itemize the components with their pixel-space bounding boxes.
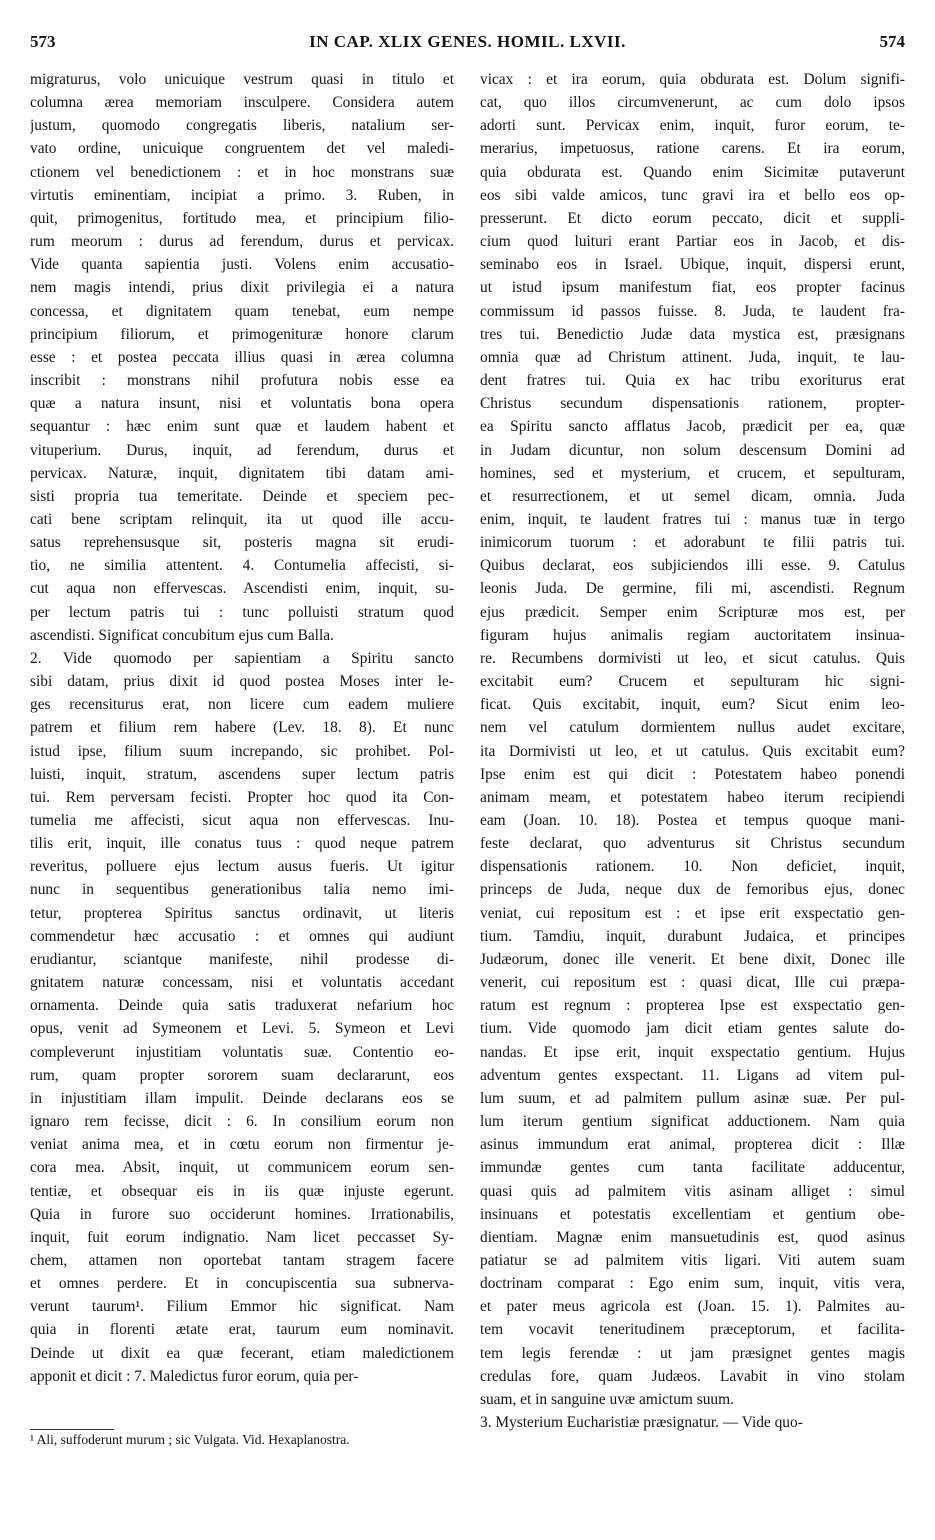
text-line: presserunt. Et dicto eorum peccato, dicit et suppli- bbox=[480, 209, 905, 227]
text-line: quasi quis ad palmitem vitis asinam alliget : simul bbox=[480, 1182, 905, 1200]
text-line: luisti, inquit, stratum, ascendens super lectum patris bbox=[30, 765, 454, 783]
text-line: ratum est regnum : propterea Ipse est exspectatio gen- bbox=[480, 997, 905, 1015]
text-line: quæ a natura insunt, nisi et voluntatis bona opera bbox=[30, 395, 454, 413]
text-line: dientiam. Magnæ enim mansuetudinis est, quod asinus bbox=[480, 1228, 905, 1246]
text-line: cat, quo illos circumvenerunt, ac cum dolo ipsos bbox=[480, 94, 905, 112]
text-line: pervicax. Naturæ, inquit, dignitatem tibi datam ami- bbox=[30, 464, 454, 482]
text-line: insinuans et potestatis excellentiam et gentium obe- bbox=[480, 1205, 905, 1223]
text-line: inquit, fuit eorum indignatio. Nam licet peccasset Sy- bbox=[30, 1228, 454, 1246]
text-line: satus reprehensusque sit, posteris magna sit erudi- bbox=[30, 534, 454, 552]
right-column bbox=[480, 68, 905, 1473]
text-line: enim, inquit, te laudent fratres tui : manus tuæ in tergo bbox=[480, 510, 905, 528]
text-line: veniat anima mea, et in cœtu eorum non firmentur je- bbox=[30, 1136, 454, 1154]
text-line: 2. Vide quomodo per sapientiam a Spiritu sancto bbox=[30, 649, 454, 667]
text-line: Quibus declarat, eos subjiciendos illi esse. 9. Catulus bbox=[480, 557, 905, 575]
text-line: sisti propria tua temeritate. Deinde et speciem pec- bbox=[30, 487, 454, 505]
text-line: suam, et in sanguine uvæ amictum suum. bbox=[480, 1390, 734, 1408]
text-line: inimicorum tuorum : et adorabunt te filii patris tui. bbox=[480, 534, 905, 552]
page-number-right: 574 bbox=[879, 32, 905, 51]
text-line: lum iterum gentium significat adductionem. Nam quia bbox=[480, 1113, 905, 1131]
text-line: veniat, cui repositum est : et ipse erit exspectatio gen- bbox=[480, 904, 905, 922]
text-line: ignaro rem fecisse, dicit : 6. In consilium eorum non bbox=[30, 1113, 454, 1131]
text-line: vicax : et ira eorum, quia obdurata est. Dolum signifi- bbox=[480, 71, 905, 88]
text-line: ut istud ipsum manifestum fiat, eos propter facinus bbox=[480, 279, 905, 297]
text-line: apponit et dicit : 7. Maledictus furor eorum, quia per- bbox=[30, 1367, 359, 1385]
text-line: ejus prædicit. Semper enim Scripturæ mos est, per bbox=[480, 603, 905, 621]
page-number-left: 573 bbox=[30, 32, 56, 51]
text-line: tium. Tamdiu, inquit, durabunt Judaica, et principes bbox=[480, 927, 905, 945]
footnote-line: nostra. bbox=[313, 1432, 350, 1447]
text-line: sequantur : hæc enim sunt quæ et laudem habent et bbox=[30, 418, 454, 436]
text-line: ea Spiritu sancto afflatus Jacob, prædicit per ea, quæ bbox=[480, 418, 905, 436]
text-line: tumelia me affecisti, sicut aqua non effervescas. Inu- bbox=[30, 812, 454, 829]
text-line: eos sibi valde amicos, tunc gravi ira et bello eos op- bbox=[480, 186, 905, 204]
text-line: re. Recumbens dormivisti ut leo, et sicut catulus. Quis bbox=[480, 649, 905, 667]
footnote bbox=[30, 1431, 454, 1449]
text-line: commissum id passos fuisse. 8. Juda, te laudent fra- bbox=[480, 302, 905, 320]
text-line: vato ordine, unicuique congruentem det vel maledi- bbox=[30, 140, 454, 158]
text-line: et omnes perdere. Et in concupiscentia sua subnerva- bbox=[30, 1275, 454, 1293]
text-line: tem vocavit teneritudinem præceptorum, et facilita- bbox=[480, 1321, 905, 1339]
text-line: nandas. Et ipse erit, inquit exspectatio gentium. Hujus bbox=[480, 1043, 905, 1061]
text-line: tem legis ferendæ : ut jam præsignet gentes magis bbox=[480, 1344, 905, 1362]
text-line: istud ipse, filium suum increpando, sic prohibet. Pol- bbox=[30, 742, 454, 760]
text-line: sibi datam, prius dixit id quod postea Moses inter le- bbox=[30, 673, 454, 691]
text-line: feste declarat, quo adventurus sit Christus secundum bbox=[480, 835, 905, 853]
text-line: migraturus, volo unicuique vestrum quasi in titulo et bbox=[30, 71, 454, 88]
text-line: patiatur se ad palmitem vitis ligari. Viti autem suam bbox=[480, 1251, 905, 1269]
text-line: rum meorum : durus ad ferendum, durus et pervicax. bbox=[30, 233, 454, 251]
text-line: doctrinam comparat : Ego enim sum, inquit, vitis vera, bbox=[480, 1275, 905, 1293]
text-line: nunc in sequentibus generationibus talia nemo imi- bbox=[30, 881, 454, 899]
text-line: vituperium. Durus, inquit, ad ferendum, durus et bbox=[30, 441, 454, 459]
text-line: ornamenta. Deinde quia satis traduxerat nefarium hoc bbox=[30, 997, 454, 1015]
text-line: ita Dormivisti ut leo, et ut catulus. Quis excitabit eum? bbox=[480, 742, 905, 760]
text-line: ges recensiturus erat, non licere cum eadem muliere bbox=[30, 696, 454, 714]
text-line: ascendisti. Significat concubitum ejus cum Balla. bbox=[30, 626, 334, 644]
text-line: tium. Vide quomodo jam dicit etiam gentes salute do- bbox=[480, 1020, 905, 1038]
text-line: et resurrectionem, et ut semel dicam, omnia. Juda bbox=[480, 487, 905, 505]
text-line: cium quod luituri erant Partiar eos in Jacob, et dis- bbox=[480, 233, 905, 251]
text-line: homines, sed et mysterium, et crucem, et sepulturam, bbox=[480, 464, 905, 482]
text-line: immundæ gentes cum tanta facilitate adducentur, bbox=[480, 1159, 905, 1177]
text-line: tetur, propterea Spiritus sanctus ordinavit, ut literis bbox=[30, 904, 454, 922]
text-line: tui. Rem perversam fecisti. Propter hoc quod ita Con- bbox=[30, 788, 454, 806]
text-line: quit, primogenitus, fortitudo mea, et principium filio- bbox=[30, 209, 454, 227]
text-line: quia obdurata est. Quando enim Sicimitæ putaverunt bbox=[480, 163, 905, 181]
text-line: in Judam dicuntur, non solum descensum Domini ad bbox=[480, 441, 905, 459]
text-line: principium filiorum, et primogenituræ honore clarum bbox=[30, 325, 454, 343]
text-line: cut aqua non effervescas. Ascendisti enim, inquit, su- bbox=[30, 580, 454, 598]
text-line: dent fratres tui. Quia ex hac tribu exoriturus erat bbox=[480, 372, 905, 390]
text-line: per lectum patris tui : tunc polluisti stratum quod bbox=[30, 603, 454, 621]
text-line: credulas fore, quam Judæos. Lavabit in vino stolam bbox=[480, 1367, 905, 1385]
text-line: animam meam, et potestatem habeo iterum recipiendi bbox=[480, 788, 905, 806]
text-line: inscribit : monstrans nihil profutura nobis esse ea bbox=[30, 372, 454, 390]
text-line: in injustitiam illam impulit. Deinde declarans eos se bbox=[30, 1089, 454, 1107]
text-line: esse : et postea peccata illius quasi in ærea columna bbox=[30, 348, 454, 366]
text-line: 3. Mysterium Eucharistiæ præsignatur. — Vide quo- bbox=[480, 1414, 803, 1432]
text-line: chem, attamen non oportebat tantam stragem facere bbox=[30, 1251, 454, 1269]
text-line: gnitatem naturæ concessam, nisi et voluntatis accedant bbox=[30, 974, 454, 992]
text-line: cati bene scriptam relinquit, ita ut quod ille accu- bbox=[30, 510, 454, 528]
text-line: compleverunt injustitiam voluntatis suæ. Contentio eo- bbox=[30, 1043, 454, 1061]
text-line: verunt taurum¹. Filium Emmor hic significat. Nam bbox=[30, 1298, 454, 1316]
text-line: princeps de Juda, neque dux de femoribus ejus, donec bbox=[480, 881, 905, 899]
footnote-rule bbox=[30, 1429, 114, 1430]
text-line: nem magis intendi, prius dixit privilegia ei a natura bbox=[30, 279, 454, 297]
text-line: erudiantur, sciantque manifeste, nihil prodesse di- bbox=[30, 950, 454, 968]
text-line: leonis Juda. De germine, fili mi, ascendisti. Regnum bbox=[480, 580, 905, 598]
text-line: omnia quæ ad Christum attinent. Juda, inquit, te lau- bbox=[480, 348, 905, 366]
text-line: nem vel catulum dormientem nullus audet excitare, bbox=[480, 719, 905, 737]
text-line: lum suum, et ad palmitem pullum asinæ suæ. Per pul- bbox=[480, 1089, 905, 1107]
text-line: tio, ne similia attentent. 4. Contumelia affecisti, si- bbox=[30, 557, 454, 575]
text-line: tres tui. Benedictio Judæ data mystica est, præsignans bbox=[480, 325, 905, 343]
text-line: et pater meus agricola est (Joan. 15. 1). Palmites au- bbox=[480, 1298, 905, 1316]
text-line: cora mea. Absit, inquit, ut communicem eorum sen- bbox=[30, 1159, 454, 1177]
text-line: eam (Joan. 10. 18). Postea et tempus quoque mani- bbox=[480, 812, 905, 829]
text-line: concessa, et dignitatem quam tenebat, eum nempe bbox=[30, 302, 454, 320]
text-line: columna ærea memoriam insculpere. Considera autem bbox=[30, 94, 454, 112]
left-column bbox=[30, 68, 454, 1498]
text-line: opus, venit ad Symeonem et Levi. 5. Symeon et Levi bbox=[30, 1020, 454, 1038]
running-title: IN CAP. XLIX GENES. HOMIL. LXVII. bbox=[309, 32, 626, 51]
text-line: Ipse enim est qui dicit : Potestatem habeo ponendi bbox=[480, 765, 905, 783]
text-line: Judæorum, donec ille venerit. Et bene dixit, Donec ille bbox=[480, 950, 905, 968]
text-line: rum, quam propter sororem suam declararunt, eos bbox=[30, 1066, 454, 1084]
text-line: Vide quanta sapientia justi. Volens enim accusatio- bbox=[30, 256, 454, 274]
text-line: Quia in furore suo occiderunt homines. Irrationabilis, bbox=[30, 1205, 454, 1223]
text-line: figuram hujus animalis regiam auctoritatem insinua- bbox=[480, 626, 905, 644]
text-line: reveritus, polluere ejus lectum ausus fueris. Ut igitur bbox=[30, 858, 454, 876]
text-line: adventum gentes exspectant. 11. Ligans ad vitem pul- bbox=[480, 1066, 905, 1084]
text-line: ctionem vel benedictionem : et in hoc monstrans suæ bbox=[30, 163, 454, 181]
text-line: ficat. Quis excitabit, inquit, eum? Sicut enim leo- bbox=[480, 696, 905, 714]
running-header bbox=[30, 28, 905, 58]
text-line: merarius, impetuosus, ratione carens. Et ira eorum, bbox=[480, 140, 905, 158]
text-line: asinus immundum erat animal, propterea dicit : Illæ bbox=[480, 1136, 905, 1154]
text-line: venerit, cui repositum est : quasi dicat, Ille cui præpa- bbox=[480, 974, 905, 992]
footnote-line: ¹ Ali, suffoderunt murum ; sic Vulgata. Vid. Hexapla bbox=[30, 1432, 314, 1447]
text-line: commendetur hæc accusatio : et omnes qui audiunt bbox=[30, 927, 454, 945]
text-line: patrem et filium rem habere (Lev. 18. 8). Et nunc bbox=[30, 719, 454, 737]
text-line: quia in florenti ætate erat, taurum eum nominavit. bbox=[30, 1321, 454, 1339]
text-line: excitabit eum? Crucem et sepulturam hic signi- bbox=[480, 673, 905, 691]
text-line: tentiæ, et obsequar eis in iis quæ injuste egerunt. bbox=[30, 1182, 454, 1200]
text-line: tilis erit, inquit, ille conatus tuus : quod neque patrem bbox=[30, 835, 454, 853]
text-line: seminabo eos in Israel. Ubique, inquit, dispersi erunt, bbox=[480, 256, 905, 274]
text-line: adorti sunt. Pervicax enim, inquit, furor eorum, te- bbox=[480, 117, 905, 135]
text-line: dispensationis rationem. 10. Non deficiet, inquit, bbox=[480, 858, 905, 876]
text-line: virtutis eminentiam, incipiat a primo. 3. Ruben, in bbox=[30, 186, 454, 204]
text-line: Deinde ut dixit ea quæ fecerant, etiam maledictionem bbox=[30, 1344, 454, 1362]
text-line: justum, quomodo congregatis liberis, natalium ser- bbox=[30, 117, 454, 135]
text-line: Christus secundum dispensationis rationem, propter- bbox=[480, 395, 905, 413]
